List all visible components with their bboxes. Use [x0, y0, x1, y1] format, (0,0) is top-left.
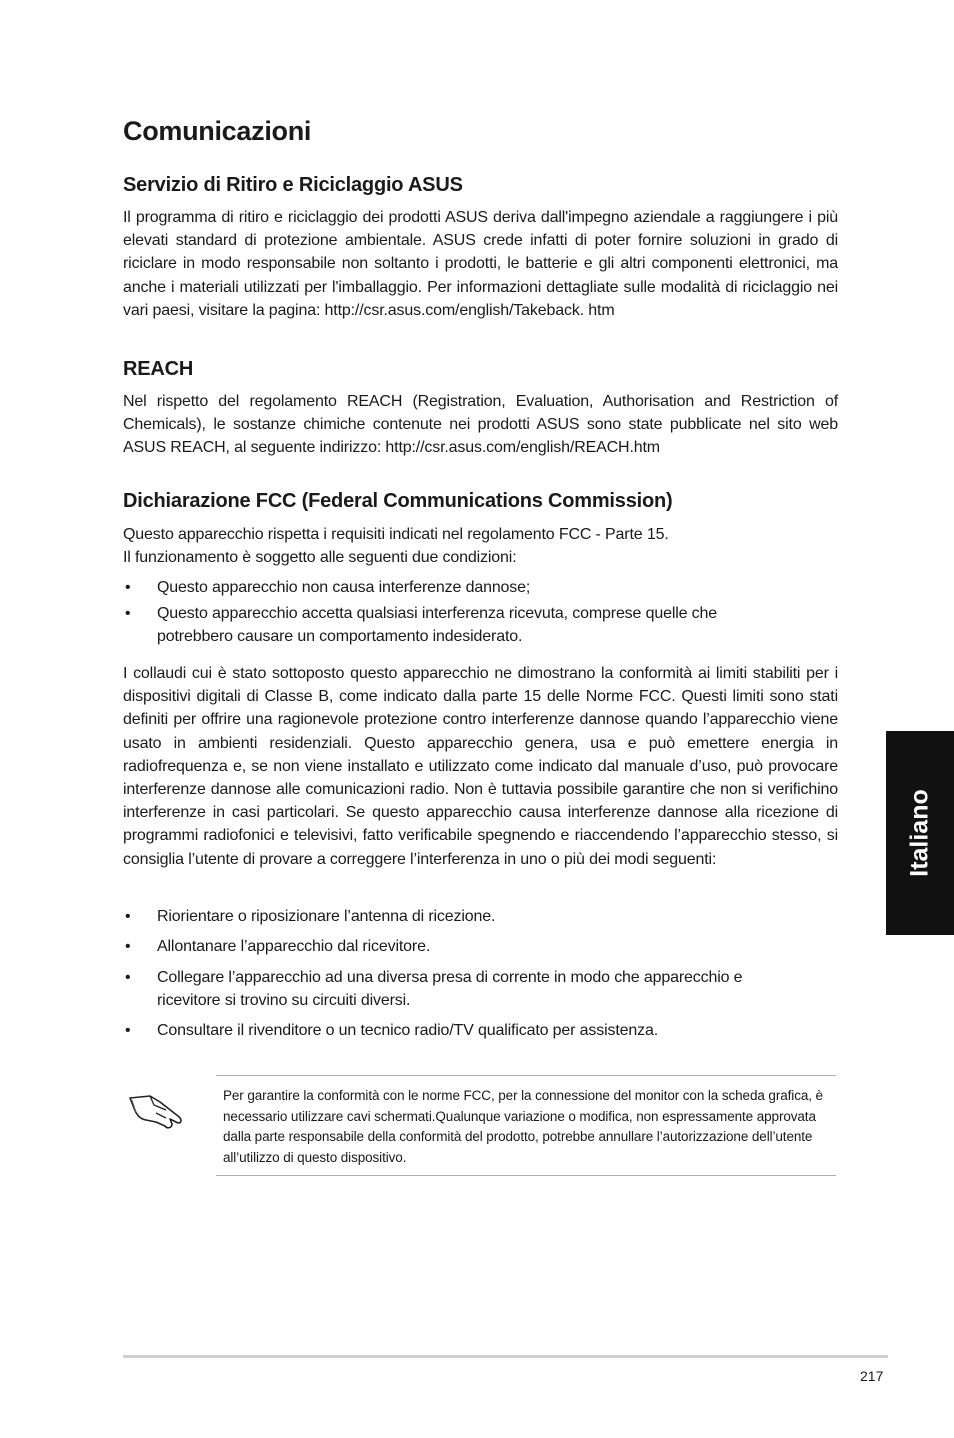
list-item: [123, 905, 838, 928]
list-item: [123, 602, 838, 648]
list-item-text: Questo apparecchio non causa interferenze dannose;: [157, 579, 531, 596]
section-heading-fcc: Dichiarazione FCC (Federal Communications Commission): [123, 490, 673, 512]
language-side-tab-label: Italiano: [905, 789, 934, 877]
fcc-intro-line-2: Il funzionamento è soggetto alle seguenti due condizioni:: [123, 549, 517, 566]
list-item: [123, 966, 838, 1012]
list-item-text: Allontanare l’apparecchio dal ricevitore.: [157, 938, 431, 955]
list-item: [123, 935, 838, 958]
note-text: Per garantire la conformità con le norme FCC, per la connessione del monitor con la scheda grafica, è necessario utilizzare cavi schermati.Qualunque variazione o modifica, non espressamente approvata dalla parte responsabile della conformità del prodotto, potrebbe annullare l’autorizzazione dell’utente all’utilizzo di questo dispositivo.: [223, 1088, 823, 1165]
language-side-tab: [886, 731, 954, 935]
page-title: Comunicazioni: [123, 116, 312, 146]
section-heading-reach: REACH: [123, 358, 194, 380]
list-item-text: Consultare il rivenditore o un tecnico radio/TV qualificato per assistenza.: [157, 1022, 659, 1039]
bullet-marker: •: [125, 1022, 131, 1039]
list-item-text: Collegare l’apparecchio ad una diversa presa di corrente in modo che apparecchio e ricevitore si trovino su circuiti diversi.: [157, 969, 743, 1009]
bullet-marker: •: [125, 938, 131, 955]
bullet-marker: •: [125, 605, 131, 622]
note-bottom-rule: [216, 1175, 836, 1176]
bullet-marker: •: [125, 969, 131, 986]
list-item: [123, 576, 838, 599]
section-body-reach: Nel rispetto del regolamento REACH (Registration, Evaluation, Authorisation and Restriction of Chemicals), le sostanze chimiche contenute nei prodotti ASUS sono state pubblicate nel sito web ASUS REACH, al seguente indirizzo: http://csr.asus.com/english/REACH.htm: [123, 393, 838, 457]
fcc-intro-line-1: Questo apparecchio rispetta i requisiti indicati nel regolamento FCC - Parte 15.: [123, 526, 669, 543]
list-item-text: Riorientare o riposizionare l’antenna di ricezione.: [157, 908, 496, 925]
list-item: [123, 1019, 838, 1042]
pointing-hand-icon: [126, 1086, 188, 1130]
note-top-rule: [216, 1075, 836, 1076]
list-item-text: Questo apparecchio accetta qualsiasi interferenza ricevuta, comprese quelle che potrebbero causare un comportamento indesiderato.: [157, 605, 718, 645]
section-heading-recycling: Servizio di Ritiro e Riciclaggio ASUS: [123, 174, 463, 196]
fcc-body: I collaudi cui è stato sottoposto questo apparecchio ne dimostrano la conformità ai limiti stabiliti per i dispositivi digitali di Classe B, come indicato dalla parte 15 delle Norme FCC. Questi limiti sono stati definiti per offrire una ragionevole protezione contro interferenze dannose quando l’apparecchio viene usato in ambienti residenziali. Questo apparecchio genera, usa e può emettere energia in radiofrequenza e, se non viene installato e utilizzato come indicato dal manuale d’uso, può provocare interferenze dannose alle comunicazioni radio. Non è tuttavia possibile garantire che non si verifichino interferenze in casi particolari. Se questo apparecchio causa interferenze dannose alla ricezione di programmi radiofonici e televisivi, fatto verificabile spegnendo e riaccendendo l’apparecchio stesso, si consiglia l’utente di provare a correggere l’interferenza in uno o più dei modi seguenti:: [123, 665, 838, 868]
section-body-recycling: Il programma di ritiro e riciclaggio dei prodotti ASUS deriva dall'impegno aziendale a raggiungere i più elevati standard di protezione ambientale. ASUS crede infatti di poter fornire soluzioni in grado di riciclare in modo responsabile non soltanto i prodotti, le batterie e gli altri componenti elettronici, ma anche i materiali utilizzati per l'imballaggio. Per informazioni dettagliate sulle modalità di riciclaggio nei vari paesi, visitare la pagina: http://csr.asus.com/english/Takeback. htm: [123, 209, 838, 319]
bullet-marker: •: [125, 908, 131, 925]
bullet-marker: •: [125, 579, 131, 596]
page-number: 217: [860, 1368, 884, 1384]
footer-rule: [123, 1355, 888, 1358]
